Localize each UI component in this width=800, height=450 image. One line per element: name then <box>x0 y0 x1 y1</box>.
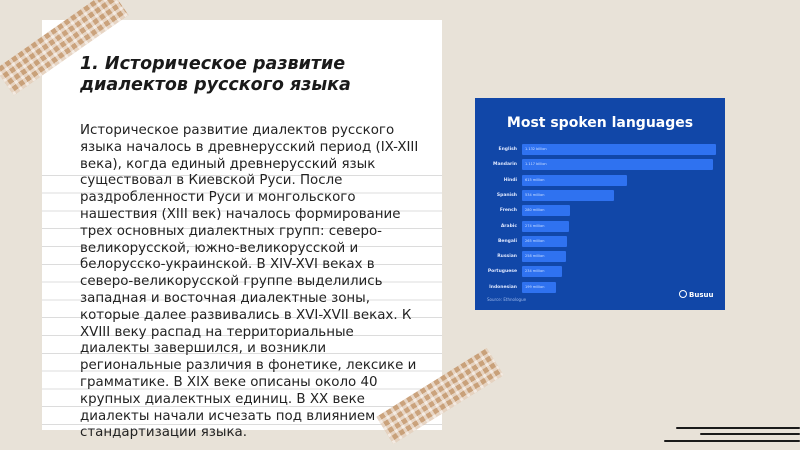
chart-value-label: 199 million <box>525 284 545 289</box>
languages-chart-image <box>475 98 725 310</box>
chart-category-label: Spanish <box>496 192 517 198</box>
chart-category-label: French <box>499 208 517 214</box>
chart-row <box>475 236 725 247</box>
chart-row <box>475 175 725 186</box>
chart-value-label: 534 million <box>525 192 545 197</box>
slide-body-text: Историческое развитие диалектов русского языка началось в древнерусский период (IX-XIII века), когда единый древнерусский язык существовал в Киевской Руси. После раздробленности Руси и монгольского нашествия (XIII век) началось формирование трех основных диалектных групп: северо-великорусской, южно-великорусской и белорусско-украинской. В XIV-XVI веках в северо-великорусской группе выделились западная и восточная диалектные зоны, которые далее развивались в XVI-XVII веках. К XVIII веку распад на территориальные диалекты завершился, и возникли региональные различия в фонетике, лексике и грамматике. В XIX веке описаны около 40 крупных диалектных единиц. В XX веке диалекты начали исчезать под влиянием стандартизации языка. <box>80 123 419 441</box>
chart-value-label: 274 million <box>525 223 545 228</box>
brand-icon <box>679 290 687 298</box>
chart-category-label: Arabic <box>500 223 517 229</box>
brand-name: Busuu <box>689 291 714 299</box>
chart-row <box>475 205 725 216</box>
chart-value-label: 280 million <box>525 208 545 213</box>
chart-title: Most spoken languages <box>506 115 694 131</box>
chart-row <box>475 221 725 232</box>
chart-category-label: Mandarin <box>493 162 517 168</box>
chart-value-label: 258 million <box>525 254 545 259</box>
chart-row <box>475 190 725 201</box>
chart-value-label: 234 million <box>525 269 545 274</box>
chart-category-label: Bengali <box>497 238 517 244</box>
chart-value-label: 1.117 billion <box>525 162 547 167</box>
chart-category-label: Portuguese <box>487 269 517 275</box>
decorative-line <box>664 440 800 442</box>
chart-row <box>475 266 725 277</box>
chart-row <box>475 159 725 170</box>
chart-source: Source: Ethnologue <box>487 297 527 302</box>
chart-category-label: English <box>498 147 517 152</box>
chart-row <box>475 144 725 155</box>
chart-category-label: Russian <box>497 254 517 260</box>
chart-bar <box>522 159 713 170</box>
brand-logo <box>679 290 713 299</box>
decorative-line <box>700 433 800 435</box>
chart-category-label: Indonesian <box>489 284 517 290</box>
chart-value-label: 615 million <box>525 177 545 182</box>
slide-title: 1. Историческое развитие диалектов русского языка <box>80 54 351 95</box>
chart-category-label: Hindi <box>503 177 517 183</box>
decorative-line <box>676 427 800 429</box>
chart-value-label: 1.132 billion <box>525 147 547 151</box>
chart-row <box>475 251 725 262</box>
chart-bar <box>522 144 716 155</box>
chart-value-label: 265 million <box>525 238 545 243</box>
